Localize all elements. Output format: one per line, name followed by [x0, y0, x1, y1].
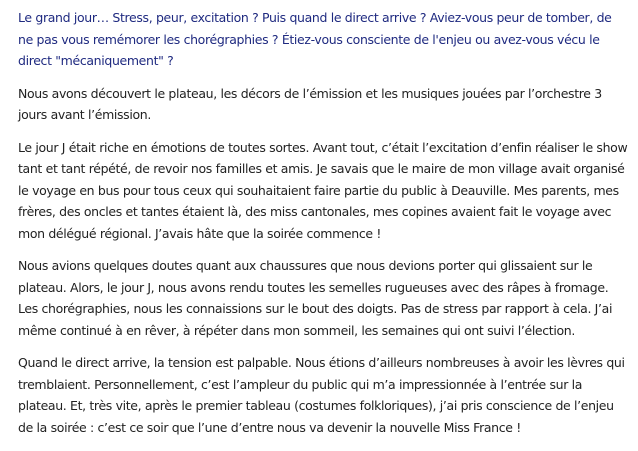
- interview-question: Le grand jour… Stress, peur, excitation ? Puis quand le direct arrive ? Aviez-vous peur de tomber, de ne pas vous remémorer les chorégraphies ? Étiez-vous consciente de l'enjeu ou avez-vous vécu le direct "mécaniquement" ?: [18, 10, 612, 68]
- answer-paragraph-3: Nous avions quelques doutes quant aux chaussures que nous devions porter qui glissaient sur le plateau. Alors, le jour J, nous avons rendu toutes les semelles rugueuses avec des râpes à fromage. Les chorégraphies, nous les connaissions sur le bout des doigts. Pas de stress par rapport à cela. J’ai même continué à en rêver, à répéter dans mon sommeil, les semaines qui ont suivi l’élection.: [18, 258, 613, 338]
- interview-article: [18, 7, 630, 449]
- answer-paragraph-2: Le jour J était riche en émotions de toutes sortes. Avant tout, c’était l’excitation d’enfin réaliser le show tant et tant répété, de revoir nos familles et amis. Je savais que le maire de mon village avait organisé le voyage en bus pour tous ceux qui souhaitaient faire partie du public à Deauville. Mes parents, mes frères, des oncles et tantes étaient là, des miss cantonales, mes copines avaient fait le voyage avec mon délégué régional. J’avais hâte que la soirée commence !: [18, 139, 628, 241]
- answer-paragraph-1: Nous avons découvert le plateau, les décors de l’émission et les musiques jouées par l’orchestre 3 jours avant l’émission.: [18, 85, 602, 122]
- answer-paragraph-4: Quand le direct arrive, la tension est palpable. Nous étions d’ailleurs nombreuses à avoir les lèvres qui tremblaient. Personnellement, c’est l’ampleur du public qui m’a impressionnée à l’entrée sur la plateau. Et, très vite, après le premier tableau (costumes folkloriques), j’ai pris conscience de l’enjeu de la soirée : c’est ce soir que l’une d’entre nous va devenir la nouvelle Miss France !: [18, 355, 625, 435]
